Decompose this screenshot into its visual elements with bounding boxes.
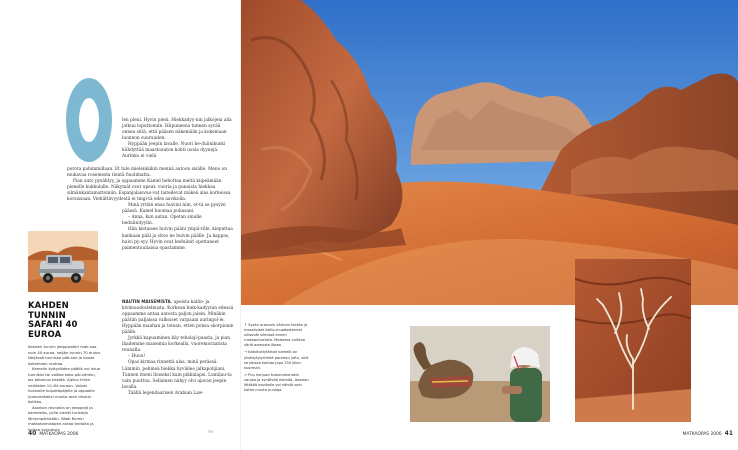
folio-right bbox=[683, 430, 733, 437]
photo-captions bbox=[244, 323, 310, 395]
camel-photo bbox=[410, 326, 550, 422]
caption-1: ↑ Sysän oranssin värinen hiekka ja massiiviset kallio-muodostelmat vilisevät silmissä ennen ruskaantumista. Maisema vaihtaa väriä aamusta iltaan. bbox=[244, 323, 308, 348]
article-paragraph-6: Jyrkkä kapuaminen käy teholaji-paasta, ja pian ihailemme maisemia korkealla, vuoremoraatista reunalla. bbox=[122, 336, 230, 354]
article-intro-column bbox=[122, 118, 234, 160]
folio-left-label: MATKAOPAS 2006 bbox=[39, 432, 79, 437]
article-paragraph-3: Minä yritän ensa huivini niin, et-tä se pysyisi päässä. Kamel huomaa puliasani. bbox=[122, 203, 226, 215]
page-number-left: 40 bbox=[28, 430, 37, 437]
article-paragraph-lead bbox=[122, 299, 234, 336]
page-number-right: 41 bbox=[724, 430, 733, 437]
article-mid-column bbox=[122, 299, 234, 397]
sidebar-paragraph-3: Aavikon reunoilla on jeeppejä ja kameleita, joilla vievät turisteja lähiympäristöön. Wadi Rumin matkatoimistojen antaa tiedoita ja hoitaa varauksia. bbox=[28, 404, 94, 432]
lead-in: NAUTIN MAISEMISTA bbox=[122, 299, 171, 304]
tree-scene bbox=[575, 259, 691, 422]
intro-paragraph-1: len pieni. Hyvin pieni. Hiekkadyy-nin jalkojeni alla jatkuu loputtomiin. Hiipuneena tunnen syvää onnea siitä, että pääsen näkemään ja kokemaan luonnon suuruuden. bbox=[122, 118, 232, 142]
article-paragraph-8: Opas kirmaa rinnettä alas, minä perässä. Lämmin, pehmeä hiekka hyväilee jalkapohjiani. Tunnen itseni lloiseksi kuin pikkulapsi. Lumilau-ta vain puuttuu. Sellainen näkyy olvi ajavan jeepin lavalla. bbox=[122, 360, 232, 390]
photo-credit: TH bbox=[208, 430, 213, 434]
camel-scene bbox=[410, 326, 550, 422]
intro-paragraph-2: Hyppään jeepin lavalle. Nuori be-duiinikuski kiihdyttää maastoauton kohti uusia dyynejä. Aurinko ei vielä bbox=[122, 142, 226, 160]
sidebar-paragraph-1: Kahden tunnin jeeppisafari mak-saa noin 40 euroa, neljän tunnin 70 euroa. Neljässä tunnissa pää-see jo kauas kokemaan rauhaa. bbox=[28, 344, 102, 366]
folio-right-label: MATKAOPAS 2006 bbox=[682, 432, 722, 437]
caption-3: ↗ Puu horjuaa tuskonneenakin vanjaa ja syntävää elämää. Akasian lätäköä aavikolla voi nähdä vain kahta muuta puulaja. bbox=[244, 372, 309, 393]
article-paragraph-1: porota pahimmillaan. Et tule mielenkiikin mennä autoon sisälle. Meno on mukavaa roseinesta tientä fiuolimatta. bbox=[67, 167, 227, 179]
article-paragraph-5: Hän kietaisee huivin pääni ympä-rille, kieputtaa kankaan pääl ja sitoo ne huivin päälle. Ja kappas, huivi py-syy. Hyvin ovat beduiinit opettaneet paimentuuliaisia opastamme. bbox=[122, 227, 233, 251]
sidebar-box bbox=[28, 231, 102, 432]
sidebar-title: KAHDEN TUNNIN SAFARI 40 EUROA bbox=[28, 301, 78, 340]
article-paragraph-4: – Anna, kun autan. Opetan sinulle beduiinityylin. bbox=[122, 215, 202, 227]
lead-text: , upeista kallio- ja kivimuodostelmista. Korkean hiek-kadyynin edessä oppaamme antaa autosta paljon jalein. Minäkin päätän paljaissa valkoiset varpaani auringol-le. Hyppään maahan ja totean, etten ponsa skorpionin päälle. bbox=[122, 300, 234, 336]
jeep-photo bbox=[28, 231, 98, 292]
article-paragraph-9: Täällä legendaarisen Arabian Law- bbox=[128, 390, 204, 396]
sidebar-body bbox=[28, 344, 102, 432]
article-paragraph-2: Pian auto pysähtyy, ja oppaamme Kamel hehottaa meitä kiipeämään pienelle kukkulalle. Näkymät ovat upeat: vuoria ja punaista hiekkaa silmänkantamattomiin. Espanjalaisvuo-vat taiteilevat mäkeä alas korkeissa korsissaan. Viehättävyydestä ei tingi-tä edes aavikolla. bbox=[67, 179, 231, 203]
caption-2: → Katsikuttytärtori kamelit on ylväitytytynteitä parempi juttu, sillä se jaksaa kantaa jopa 250 kilon kuorman. bbox=[244, 350, 309, 370]
jeep-illustration bbox=[28, 231, 98, 292]
article-paragraph-7: – Huuu! bbox=[128, 354, 146, 360]
drop-cap bbox=[66, 78, 112, 162]
sidebar-paragraph-2: Kamelin kyttyröiden päällä voi istua tunnikisi tai vaikka koko päi-vänkin, jos takamus kestää. Ajelun hinta vaihtelee 10–64 euroon. Vaivat hoviselle kulpetöpöjelle ja oppaalle juomarahaksi muuta-man dinarin kolikko. bbox=[28, 366, 101, 404]
acacia-tree-photo bbox=[575, 259, 691, 422]
folio-left bbox=[28, 430, 78, 437]
